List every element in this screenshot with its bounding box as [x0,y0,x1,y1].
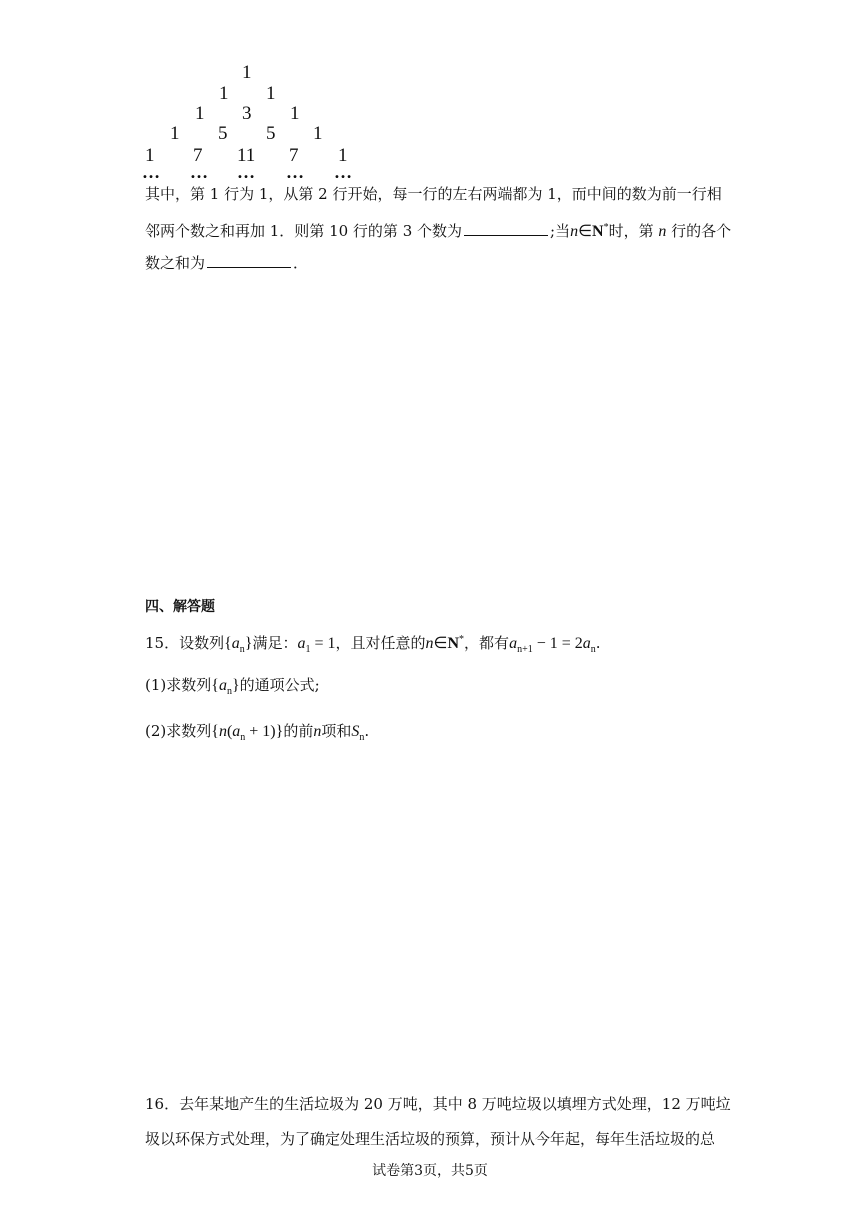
brace: { [224,635,232,652]
math-var: n [658,223,667,240]
q16-line-1: 16．去年某地产生的生活垃圾为 20 万吨，其中 8 万吨垃圾以填埋方式处理，12 万吨垃 [145,1095,731,1113]
math-set: N [592,223,604,240]
triangle-cell: 1 [242,62,252,83]
section-heading: 四、解答题 [145,599,215,615]
math-var: a [218,677,227,694]
triangle-cell: 1 [145,145,155,166]
math-var: a [231,635,240,652]
q14-text: 数之和为 [145,254,206,272]
math-equation: = 1 [310,635,336,652]
brace: } [231,677,240,694]
q16-line-2: 圾以环保方式处理，为了确定处理生活垃圾的预算，预计从今年起，每年生活垃圾的总 [145,1130,716,1148]
q14-text: 行的各个 [671,222,732,240]
triangle-cell: 3 [242,103,252,124]
brace: } [275,723,284,740]
math-equation: + 1 [245,723,271,740]
triangle-cell: 1 [266,83,276,104]
q14-line-1: 其中，第 1 行为 1，从第 2 行开始，每一行的左右两端都为 1，而中间的数为前一行相 [145,185,722,203]
q15-text: ，都有 [464,634,510,652]
math-var: n [313,723,322,740]
q15-text: ，且对任意的 [335,634,426,652]
math-subscript: n [226,686,232,697]
triangle-cell: 1 [313,123,323,144]
page-footer: 试卷第3页，共5页 [372,1163,488,1179]
q15-text: 设数列 [179,634,225,652]
math-var: S [351,723,360,740]
triangle-ellipsis: … [286,162,305,182]
math-set: N [447,635,460,652]
math-subscript: n [359,732,365,743]
q15-text: (2)求数列 [145,722,212,740]
answer-blank-2[interactable] [207,253,291,268]
math-superscript: * [459,634,465,645]
q14-line-3 [145,253,308,273]
q14-text: ． [293,254,309,272]
math-subscript: n+1 [517,644,533,655]
answer-blank-1[interactable] [464,221,548,236]
q15-text: 的前 [283,722,314,740]
brace: } [244,635,253,652]
question-number: 15． [145,634,180,652]
math-subscript: n [590,644,596,655]
brace: { [211,723,219,740]
math-var: a [582,635,591,652]
triangle-ellipsis: … [142,162,161,182]
paren: ) [270,723,276,740]
triangle-cell: 1 [195,103,205,124]
q15-text: 项和 [321,722,352,740]
q15-text: 的通项公式; [239,676,320,694]
triangle-cell: 5 [266,123,276,144]
paren: ( [226,723,233,740]
math-var: n [218,723,227,740]
math-equation: − 1 = 2 [532,635,583,652]
math-var: n [425,635,434,652]
triangle-ellipsis: … [237,162,256,182]
triangle-ellipsis: … [190,162,209,182]
triangle-cell: 7 [193,145,203,166]
math-var: a [297,635,306,652]
triangle-cell: 1 [219,83,229,104]
q15-text: 满足： [252,634,298,652]
triangle-cell: 1 [338,145,348,166]
q15-part-1 [145,675,320,702]
q15-text: (1)求数列 [145,676,212,694]
q14-text: ;当 [550,222,571,240]
math-var: a [509,635,518,652]
math-var: a [232,723,241,740]
math-subscript: n [240,732,246,743]
triangle-cell: 1 [290,103,300,124]
q14-text: 时，第 [608,222,654,240]
brace: { [211,677,219,694]
triangle-cell: 5 [218,123,228,144]
q14-line-2 [145,218,731,242]
q15-text: . [364,722,370,740]
triangle-cell: 7 [289,145,299,166]
q15-text: . [595,634,601,652]
math-subscript: 1 [305,644,311,655]
q15-stem [145,630,601,660]
math-var: n [570,223,579,240]
math-subscript: n [239,644,245,655]
math-symbol: ∈ [578,223,593,240]
triangle-ellipsis: … [334,162,353,182]
math-superscript: * [603,222,609,233]
triangle-cell: 11 [237,145,256,166]
math-symbol: ∈ [433,635,448,652]
q14-text: 邻两个数之和再加 1．则第 10 行的第 3 个数为 [145,222,463,240]
q15-part-2 [145,721,369,748]
triangle-cell: 1 [170,123,180,144]
